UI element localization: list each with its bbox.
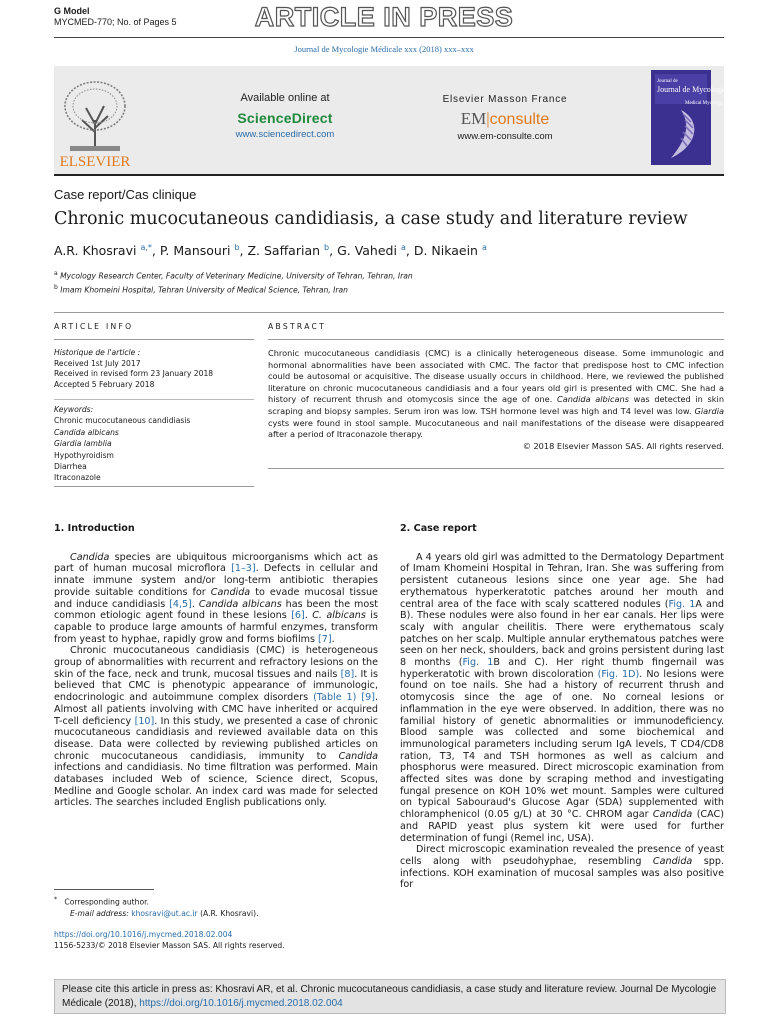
keywords-list xyxy=(54,404,190,484)
keywords-rule xyxy=(54,399,254,400)
abstract-text: Chronic mucocutaneous candidiasis (CMC) is a clinically heterogeneous disease. Some immunologic and hormonal abnormalities have been associated with CMC. The factor that predispose host to CMC infection could be autosomal or acquisitive. The disease usually occurs in childhood. Here, we reviewed the published literature on chronic mucocutaneous candidiasis and a four years old girl is presented with CMC. She had a history of recurrent thrush and otomycosis since the age of one. Candida albicans was detected in skin scraping and biopsy samples. Serum iron was low. TSH hormone level was high and T4 level was low. Giardia cysts were found in stool sample. Mucocutaneous and nail manifestations of the disease were disappeared after a period of Itraconazole therapy. © 2018 Elsevier Masson SAS. All rights reserved. xyxy=(268,348,725,451)
copyright-line: © 2018 Elsevier Masson SAS. All rights reserved. xyxy=(522,440,724,451)
case-report-column xyxy=(400,523,724,891)
section-type: Case report/Cas clinique xyxy=(54,187,197,202)
author-affil-link[interactable]: b xyxy=(234,243,240,252)
reference-link[interactable]: [9] xyxy=(361,692,375,704)
keyword-item: Giardia lamblia xyxy=(54,439,112,449)
figure-link[interactable]: Fig. 1 xyxy=(668,598,696,610)
issn-line: 1156-5233/© 2018 Elsevier Masson SAS. All rights reserved. xyxy=(54,941,285,950)
article-info-end-rule xyxy=(54,486,254,487)
article-history xyxy=(54,348,213,390)
svg-text:Journal de: Journal de xyxy=(657,79,678,84)
intro-paragraph: Candida species are ubiquitous microorganisms which act as part of human mucosal microflora [1–3]. Defects in cellular and innate immune system and/or long-term antibiotic therapies provide suitable conditions for Candida to evade mucosal tissue and induce candidiasis [4,5]. Candida albicans has been the most common etiologic agent found in these lesions [6]. C. albicans is capable to produce large amounts of harmful enzymes, transform from yeast to hyphae, rapidly grow and forms biofilms [7]. xyxy=(54,551,378,645)
author-affil-link[interactable]: b xyxy=(324,243,330,252)
reference-link[interactable]: [1–3] xyxy=(231,563,256,575)
introduction-column xyxy=(54,523,378,809)
article-title: Chronic mucocutaneous candidiasis, a case study and literature review xyxy=(54,209,688,229)
author-name: Z. Saffarian xyxy=(247,243,321,259)
affiliations xyxy=(54,268,413,295)
case-paragraph: A 4 years old girl was admitted to the Dermatology Department of Imam Khomeini Hospital in Tehran, Iran. She was suffering from persistent cutaneous lesions since one year age. She had erythematous hyperkeratotic patches around her mouth and central area of the face with scaly scattered nodules (Fig. 1A and B). These nodules were also found in her ear canals. Her lips were scaly with angular cheilitis. There were erythematous scaly patches on her scalp. Multiple annular erythematous patches were seen on her neck, shoulders, back and groins persistent during last 8 months (Fig. 1B and C). Her right thumb fingernail was hyperkeratotic with brown discoloration (Fig. 1D). No lesions were found on toe nails. She had a history of recurrent thrush and otomycosis since the age of one. No corneal lesions or inflammation in the eye were observed. In addition, there was no familial history of genetic abnormalities or immunodeficiency. Blood sample was collected and some biochemical and immunological parameters including serum IgA levels, T CD4/CD8 ration, T3, T4 and TSH hormones as well as calcium and phosphorus were measured. Direct microscopic examination from affected sites was done by scraping method and investigating fungal presence on KOH 10% wet mount. Samples were cultured on typical Sabouraud's Glucose Agar (SDA) supplemented with chloramphenicol (0.05 g/L) at 30 °C. CHROM agar Candida (CAC) and RAPID yeast plus system kit were used for further determination of fungi (Remel inc, USA). xyxy=(400,551,725,844)
cover-subtitle: Medical Mycology xyxy=(685,101,724,106)
keyword-item: Hypothyroidism xyxy=(54,450,114,460)
citation-doi-link[interactable]: https://doi.org/10.1016/j.mycmed.2018.02.004 xyxy=(139,998,343,1009)
manuscript-id: MYCMED-770; No. of Pages 5 xyxy=(54,17,177,27)
author-name: G. Vahedi xyxy=(337,243,397,259)
figure-link[interactable]: (Fig. 1D) xyxy=(597,668,640,680)
reference-link[interactable]: [10] xyxy=(134,715,155,727)
corresponding-footnote: * Corresponding author. E-mail address: khosravi@ut.ac.ir (A.R. Khosravi). xyxy=(54,896,259,918)
email-link[interactable]: khosravi@ut.ac.ir xyxy=(131,908,198,918)
reference-link[interactable]: [7] xyxy=(318,633,332,645)
journal-cover-thumbnail[interactable] xyxy=(651,70,759,165)
elsevier-logo[interactable] xyxy=(56,72,134,172)
figure-link[interactable]: Fig. 1 xyxy=(462,657,494,669)
g-model-label: G Model xyxy=(54,6,90,16)
author-affil-link[interactable]: a xyxy=(400,243,406,252)
sciencedirect-logo[interactable]: ScienceDirect xyxy=(237,110,333,126)
keyword-item: Itraconazole xyxy=(54,473,101,483)
author-affil-link[interactable]: a,* xyxy=(140,243,152,252)
cover-title: Journal de Mycologie Médicale xyxy=(657,85,759,94)
abstract-end-rule xyxy=(268,468,724,469)
article-info-rule xyxy=(54,339,254,340)
header-rule xyxy=(54,174,724,176)
reference-link[interactable]: [6] xyxy=(291,610,305,622)
em-publisher-label: Elsevier Masson France xyxy=(442,94,568,105)
elsevier-wordmark: ELSEVIER xyxy=(59,154,131,170)
abstract-label: ABSTRACT xyxy=(268,322,327,331)
author-name: P. Mansouri xyxy=(159,243,231,259)
keyword-item: Chronic mucocutaneous candidiasis xyxy=(54,416,191,426)
table-link[interactable]: (Table 1) xyxy=(313,692,357,704)
journal-line[interactable]: Journal de Mycologie Médicale xxx (2018) xxx–xxx xyxy=(294,44,474,54)
emconsulte-logo[interactable]: EM|consulte xyxy=(460,109,550,128)
author-name: D. Nikaein xyxy=(413,243,478,259)
emconsulte-block xyxy=(420,94,590,142)
history-label: Historique de l'article : xyxy=(54,348,141,357)
footnote-rule xyxy=(54,889,154,890)
top-rule xyxy=(54,37,724,38)
case-report-heading: 2. Case report xyxy=(400,523,477,534)
history-item: Received 1st July 2017 xyxy=(54,358,141,368)
sciencedirect-url[interactable]: www.sciencedirect.com xyxy=(235,129,335,140)
reference-link[interactable]: [8] xyxy=(340,668,355,680)
citation-text: Please cite this article in press as: Khosravi AR, et al. Chronic mucocutaneous candidiasis, a case study and literature review. Journal De Mycologie Médicale (2018), https://doi.org/10.1016/j.mycmed.2018.02.004 xyxy=(62,984,717,1009)
article-info-label: ARTICLE INFO xyxy=(54,322,134,331)
affiliation-item: $^a$ Mycology Research Center, Faculty of Veterinary Medicine, University of Tehran, Tehran, Iran xyxy=(54,270,413,281)
case-paragraph: Direct microscopic examination revealed the presence of yeast cells along with pseudohyphae, resembling Candida spp. infections. KOH examination of mucosal samples was also positive for xyxy=(400,844,724,891)
keywords-label: Keywords: xyxy=(54,405,94,414)
history-item: Received in revised form 23 January 2018 xyxy=(54,369,214,378)
author-name: A.R. Khosravi xyxy=(54,243,137,259)
keyword-item: Candida albicans xyxy=(54,427,119,437)
available-online-label: Available online at xyxy=(240,92,330,104)
authors-line: A.R. Khosravi $^{a,*}$, P. Mansouri $^b$, Z. Saffarian $^b$, G. Vahedi $^a$, D. Nikaein $^a$ xyxy=(54,243,487,259)
info-rule xyxy=(54,312,724,313)
sciencedirect-block xyxy=(190,92,380,140)
affiliation-item: $^b$ Imam Khomeini Hospital, Tehran University of Medical Science, Tehran, Iran xyxy=(54,283,348,295)
doi-block xyxy=(54,929,285,951)
intro-heading: 1. Introduction xyxy=(54,523,135,534)
intro-paragraph: Chronic mucocutaneous candidiasis (CMC) is heterogeneous group of abnormalities with recurrent and refractory lesions on the skin of the face, neck and trunk, mucosal tissues and nails [8]. It is believed that CMC is phenotypic appearance of immunologic, endocrinologic and autoimmune complex disorders (Table 1) [9]. Almost all patients involving with CMC have inherited or acquired T-cell deficiency [10]. In this study, we presented a case of chronic mucocutaneous candidiasis and reviewed available data on this disease. Data were collected by reviewing published articles on chronic mucocutaneous candidiasis, immunity to Candida infections and candidiasis. No time filtration was performed. Main databases included Web of science, Science direct, Scopus, Medline and Google scholar. An index card was made for selected articles. The searches included English publications only. xyxy=(54,645,378,809)
article-in-press-banner: ARTICLE IN PRESS xyxy=(254,2,514,32)
doi-link[interactable]: https://doi.org/10.1016/j.mycmed.2018.02.004 xyxy=(54,930,233,939)
keyword-item: Diarrhea xyxy=(54,462,87,472)
author-affil-link[interactable]: a xyxy=(481,243,487,252)
journal-header-box xyxy=(54,66,724,174)
reference-link[interactable]: [4,5] xyxy=(169,598,192,610)
abstract-rule xyxy=(268,339,724,340)
emconsulte-url[interactable]: www.em-consulte.com xyxy=(457,131,553,142)
history-item: Accepted 5 February 2018 xyxy=(54,379,155,389)
